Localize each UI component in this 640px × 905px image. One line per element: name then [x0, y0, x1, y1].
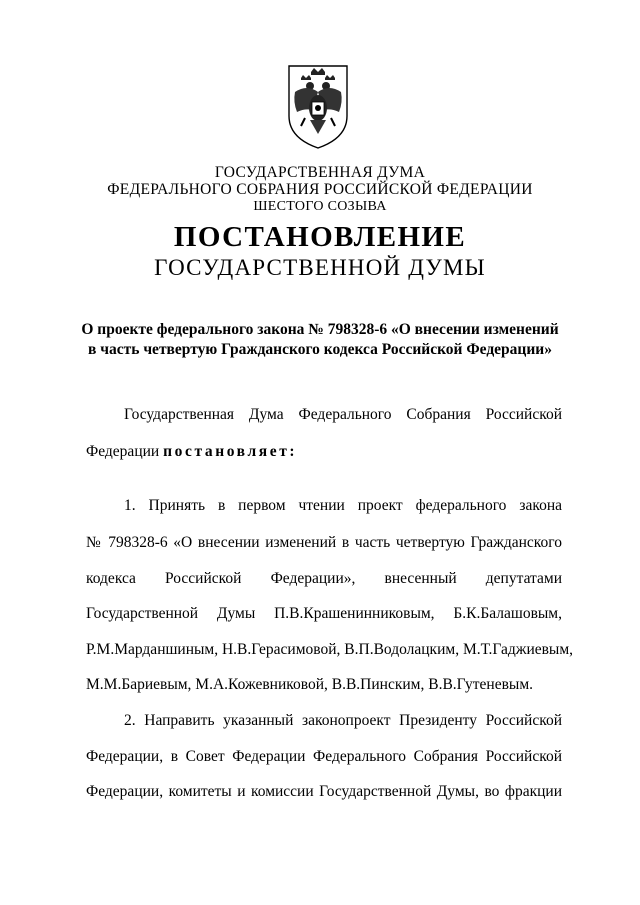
subject-line1: О проекте федерального закона № 798328-6 «О внесении изменений: [81, 321, 559, 338]
coat-of-arms-icon: [283, 62, 353, 150]
item1-line1: 1. Принять в первом чтении проект федерального закона: [124, 497, 562, 514]
item2-line1: 2. Направить указанный законопроект Президенту Российской: [124, 712, 562, 729]
item1-line2: № 798328-6 «О внесении изменений в часть четвертую Гражданского: [86, 534, 562, 551]
org-name-line1: ГОСУДАРСТВЕННАЯ ДУМА: [214, 164, 426, 181]
item1-line4: Государственной Думы П.В.Крашенинниковым, Б.К.Балашовым,: [86, 605, 562, 622]
document-title: ПОСТАНОВЛЕНИЕ: [173, 221, 467, 253]
item1-line5: Р.М.Марданшиным, Н.В.Герасимовой, В.П.Водолацким, М.Т.Гаджиевым,: [86, 641, 574, 658]
convocation: ШЕСТОГО СОЗЫВА: [253, 199, 387, 214]
preamble-line1: Государственная Дума Федерального Собрания Российской: [124, 406, 562, 423]
item1-line3: кодекса Российской Федерации», внесенный депутатами: [86, 570, 562, 587]
item1-line6: М.М.Бариевым, М.А.Кожевниковой, В.В.Пинским, В.В.Гутеневым.: [86, 676, 534, 693]
preamble-text: Федерации: [86, 443, 164, 460]
subject-line2: в часть четвертую Гражданского кодекса Российской Федерации»: [88, 341, 552, 358]
item2-line2: Федерации, в Совет Федерации Федерального Собрания Российской: [86, 748, 562, 765]
document-subtitle: ГОСУДАРСТВЕННОЙ ДУМЫ: [154, 255, 486, 280]
preamble-line2: [86, 443, 562, 461]
item2-line3: Федерации, комитеты и комиссии Государственной Думы, во фракции: [86, 783, 562, 800]
preamble-emphasis: постановляет:: [163, 443, 298, 460]
org-name-line2: ФЕДЕРАЛЬНОГО СОБРАНИЯ РОССИЙСКОЙ ФЕДЕРАЦИИ: [107, 181, 533, 198]
